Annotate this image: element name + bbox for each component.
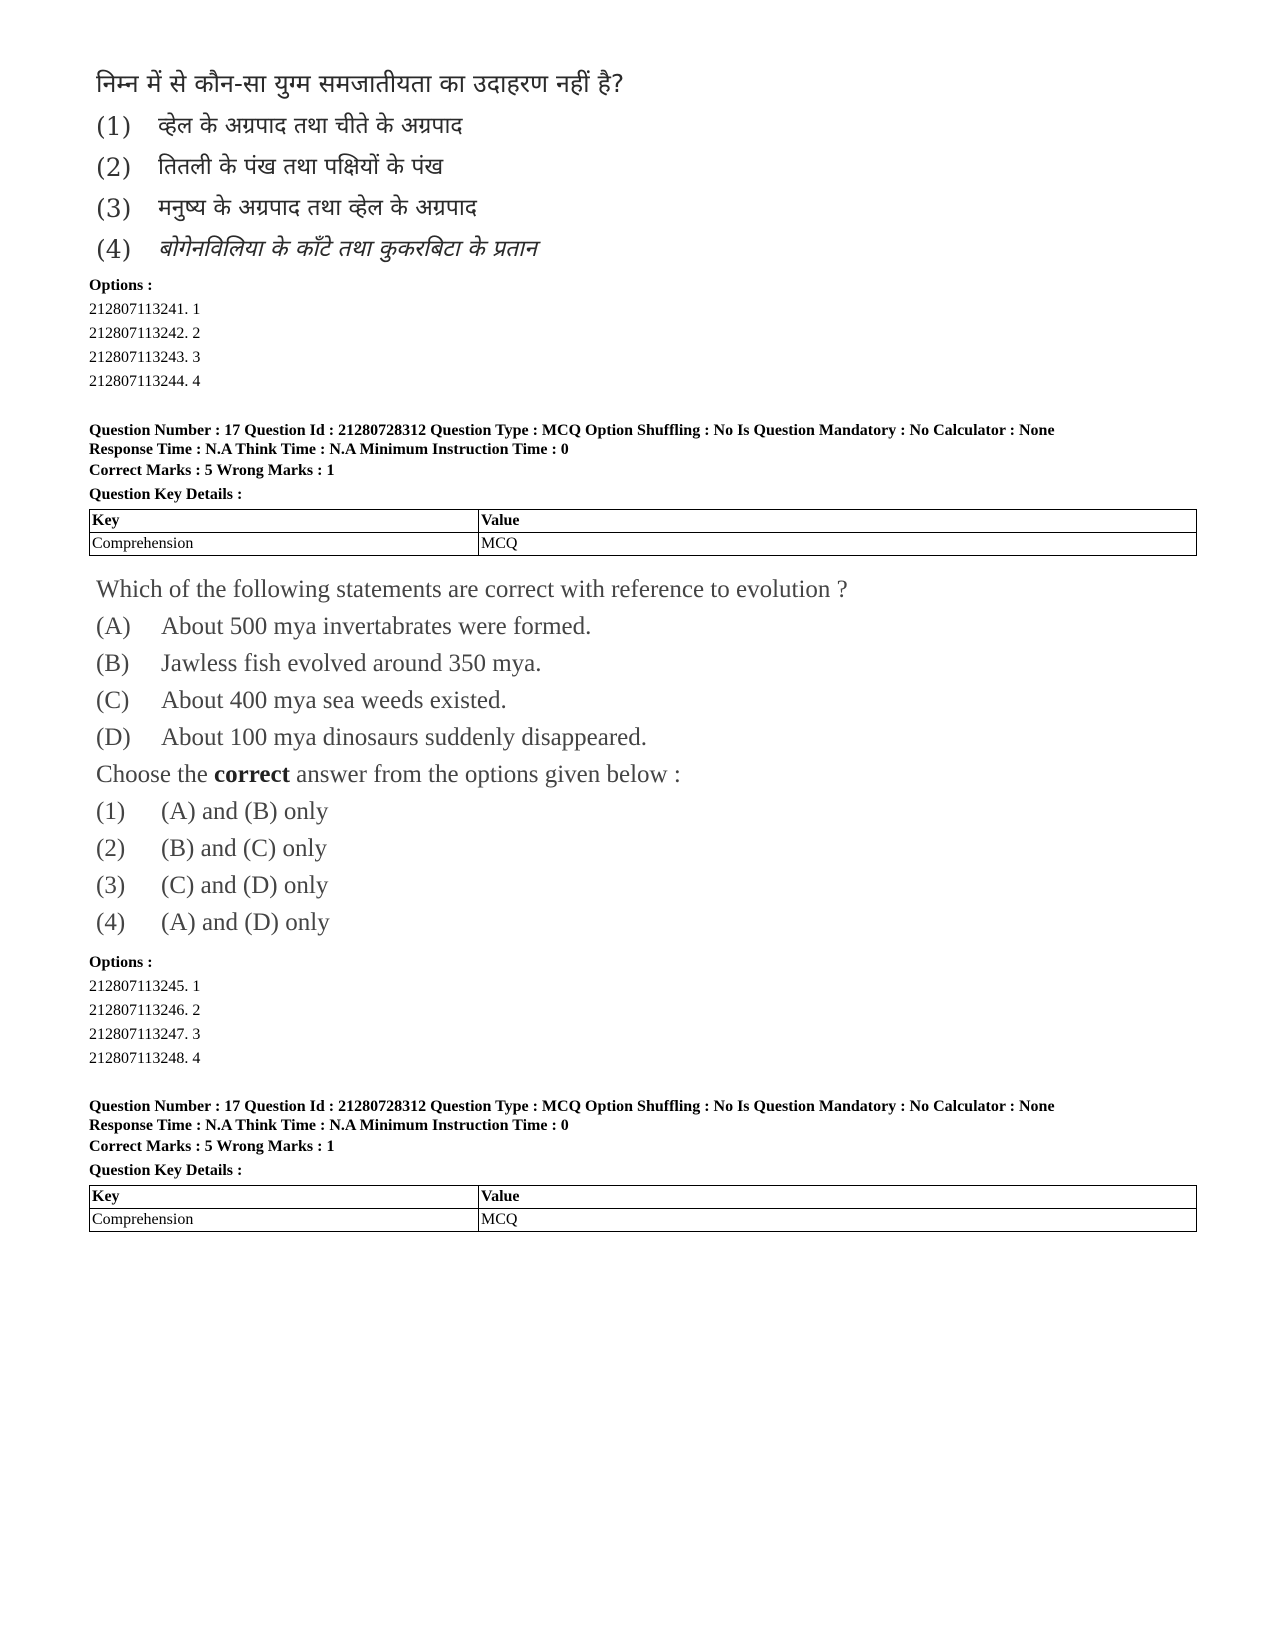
statement-item	[96, 608, 996, 645]
statement-text: About 400 mya sea weeds existed.	[161, 687, 507, 714]
english-question-image	[96, 571, 996, 941]
question-header-line: Question Number : 17 Question Id : 21280728312 Question Type : MCQ Option Shuffling : No Is Question Mandatory : No Calculator : None	[89, 1098, 1055, 1115]
hindi-question-image	[96, 62, 796, 270]
option-id: 212807113248. 4	[89, 1050, 201, 1067]
choice-number: (1)	[96, 798, 126, 825]
statement-text: About 100 mya dinosaurs suddenly disappeared.	[161, 724, 648, 751]
question-choice	[96, 904, 996, 941]
key-details-label: Question Key Details :	[89, 1162, 243, 1179]
marks-line: Correct Marks : 5 Wrong Marks : 1	[89, 462, 335, 479]
choice-text: (A) and (B) only	[161, 798, 329, 825]
choice-number: (2)	[96, 835, 126, 862]
question-stem: निम्न में से कौन-सा युग्म समजातीयता का उदाहरण नहीं है?	[96, 69, 625, 98]
question-choice	[96, 106, 796, 147]
choice-number: (4)	[96, 909, 126, 936]
statement-text: About 500 mya invertabrates were formed.	[161, 613, 592, 640]
table-cell: MCQ	[479, 533, 1197, 556]
choice-text: (C) and (D) only	[161, 872, 329, 899]
statement-item	[96, 645, 996, 682]
table-cell: Comprehension	[90, 1209, 479, 1232]
key-value-table	[89, 509, 1197, 556]
question-choice	[96, 188, 796, 229]
question-choice	[96, 229, 796, 270]
table-header-cell: Key	[90, 510, 479, 533]
table-header-cell: Value	[479, 1186, 1197, 1209]
statement-label: (A)	[96, 613, 131, 640]
option-id: 212807113246. 2	[89, 1002, 201, 1019]
choice-text: (A) and (D) only	[161, 909, 330, 936]
choice-number: (3)	[96, 872, 126, 899]
choice-text: मनुष्य के अग्रपाद तथा व्हेल के अग्रपाद	[158, 195, 477, 221]
question-choice	[96, 867, 996, 904]
key-value-table	[89, 1185, 1197, 1232]
statement-item	[96, 719, 996, 756]
choice-text: तितली के पंख तथा पक्षियों के पंख	[158, 154, 444, 180]
key-details-label: Question Key Details :	[89, 486, 243, 503]
table-header-cell: Key	[90, 1186, 479, 1209]
options-list	[89, 951, 200, 1071]
option-id: 212807113242. 2	[89, 325, 201, 342]
table-row	[90, 1209, 1197, 1232]
question-choice	[96, 793, 996, 830]
statement-text: Jawless fish evolved around 350 mya.	[161, 650, 542, 677]
options-label: Options :	[89, 277, 153, 294]
choice-number: (1)	[96, 112, 132, 141]
option-id: 212807113244. 4	[89, 373, 201, 390]
options-label: Options :	[89, 954, 153, 971]
table-header-row	[90, 510, 1197, 533]
table-cell: MCQ	[479, 1209, 1197, 1232]
question-header-line: Question Number : 17 Question Id : 21280728312 Question Type : MCQ Option Shuffling : No Is Question Mandatory : No Calculator : None	[89, 422, 1055, 439]
question-header-line: Response Time : N.A Think Time : N.A Minimum Instruction Time : 0	[89, 1117, 569, 1134]
table-row	[90, 533, 1197, 556]
question-choice	[96, 147, 796, 188]
question-header	[89, 421, 1199, 459]
marks-line: Correct Marks : 5 Wrong Marks : 1	[89, 1138, 335, 1155]
table-cell: Comprehension	[90, 533, 479, 556]
question-choice	[96, 830, 996, 867]
question-stem: Which of the following statements are correct with reference to evolution ?	[96, 576, 848, 603]
option-id: 212807113241. 1	[89, 301, 201, 318]
choice-text: (B) and (C) only	[161, 835, 327, 862]
choose-instruction: Choose the correct answer from the options given below :	[96, 761, 681, 788]
option-id: 212807113245. 1	[89, 978, 201, 995]
statement-label: (B)	[96, 650, 130, 677]
statement-item	[96, 682, 996, 719]
choice-number: (3)	[96, 194, 132, 223]
question-header	[89, 1097, 1199, 1135]
choice-number: (4)	[96, 235, 132, 264]
statement-label: (C)	[96, 687, 130, 714]
table-header-cell: Value	[479, 510, 1197, 533]
choice-text: बोगेनविलिया के काँटे तथा कुकरबिटा के प्रतान	[158, 236, 537, 262]
statement-label: (D)	[96, 724, 131, 751]
table-header-row	[90, 1186, 1197, 1209]
option-id: 212807113247. 3	[89, 1026, 201, 1043]
option-id: 212807113243. 3	[89, 349, 201, 366]
question-header-line: Response Time : N.A Think Time : N.A Minimum Instruction Time : 0	[89, 441, 569, 458]
choice-number: (2)	[96, 153, 132, 182]
marks-section	[89, 1135, 334, 1183]
marks-section	[89, 459, 334, 507]
choice-text: व्हेल के अग्रपाद तथा चीते के अग्रपाद	[158, 113, 463, 139]
options-list	[89, 274, 200, 394]
